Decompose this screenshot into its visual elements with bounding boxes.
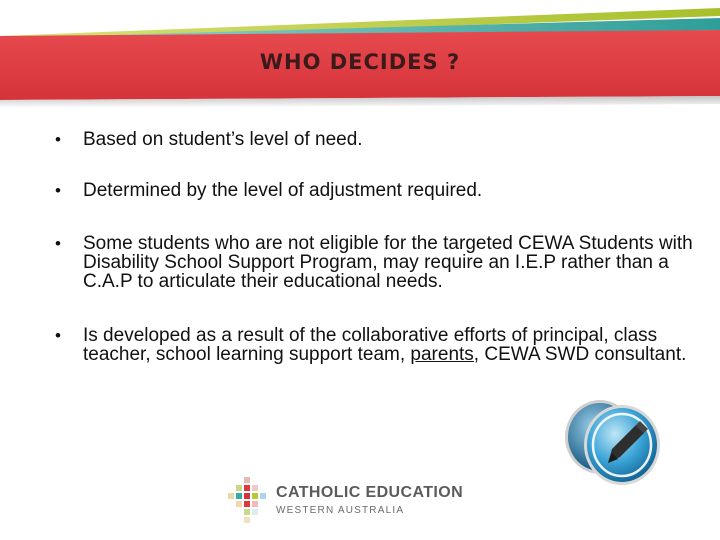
bullet-text: , CEWA SWD consultant. — [473, 344, 687, 365]
logo-subtitle: WESTERN AUSTRALIA — [276, 505, 405, 516]
bullet-item — [55, 326, 695, 364]
bullet-item: • Determined by the level of adjustment required. — [55, 181, 695, 200]
bullet-item: • Based on student’s level of need. — [55, 130, 695, 149]
parents-underlined-text: parents — [410, 344, 474, 365]
title-banner — [0, 0, 720, 110]
catholic-education-logo — [228, 475, 488, 525]
logo-title: CATHOLIC EDUCATION — [276, 484, 464, 501]
bullet-item: • Some students who are not eligible for the targeted CEWA Students with Disability School Support Program, may require an I.E.P rather than a C.A.P to articulate their educational needs. — [55, 234, 695, 291]
slide-title: WHO DECIDES ? — [259, 50, 461, 74]
pencil-icon — [560, 395, 670, 490]
bullet-list — [55, 130, 695, 364]
mosaic-cross-icon — [228, 475, 272, 523]
bullet-text: Is developed as a result of the collaborative efforts of principal, class teacher, school learning support team, — [83, 325, 658, 365]
